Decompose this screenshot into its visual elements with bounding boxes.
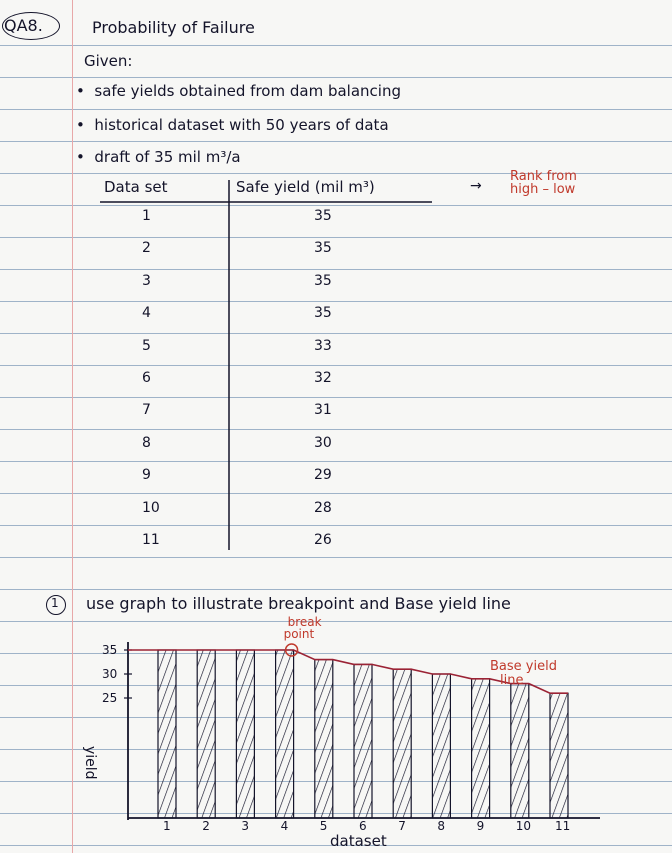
table-cell-safe-yield: 29 — [314, 467, 332, 484]
x-tick-label: 8 — [437, 819, 446, 833]
table-cell-safe-yield: 31 — [314, 402, 332, 419]
instruction-text: use graph to illustrate breakpoint and Base yield line — [86, 594, 511, 613]
table-cell-safe-yield: 26 — [314, 532, 332, 548]
table-header-safe-yield: Safe yield (mil m³) — [236, 178, 375, 196]
given-label: Given: — [84, 52, 133, 70]
bar-dataset-2 — [197, 650, 215, 818]
x-tick-label: 1 — [163, 819, 171, 833]
instruction-number: 1 — [51, 596, 59, 610]
page-title: Probability of Failure — [92, 18, 255, 37]
table-cell-dataset: 9 — [142, 467, 151, 484]
rank-note-line: Rank from — [510, 169, 577, 184]
x-tick-label: 2 — [202, 819, 210, 833]
y-tick-label: 35 — [102, 643, 118, 657]
table-cell-dataset: 1 — [142, 208, 151, 224]
bullet-item: • historical dataset with 50 years of data — [76, 116, 389, 134]
bullet-text: draft of 35 mil m³/a — [94, 148, 241, 166]
x-tick-label: 11 — [555, 819, 571, 833]
bar-dataset-7 — [393, 669, 411, 818]
table-cell-safe-yield: 32 — [314, 370, 332, 386]
x-axis-label: dataset — [330, 832, 387, 850]
break-point-label: point — [283, 627, 315, 641]
table-cell-safe-yield: 35 — [314, 305, 332, 322]
x-tick-label: 7 — [398, 819, 406, 833]
table-cell-dataset: 5 — [142, 337, 151, 354]
x-tick-label: 9 — [476, 819, 485, 833]
bar-dataset-1 — [158, 650, 176, 818]
bullet-item: • safe yields obtained from dam balancing — [76, 82, 401, 100]
bullet-text: historical dataset with 50 years of data — [94, 116, 389, 134]
bar-dataset-9 — [472, 679, 490, 818]
bar-dataset-8 — [432, 674, 450, 818]
table-cell-dataset: 7 — [142, 402, 151, 419]
question-label: QA8. — [4, 16, 43, 35]
bar-dataset-10 — [511, 684, 529, 818]
table-cell-safe-yield: 35 — [314, 240, 332, 257]
x-tick-label: 10 — [515, 819, 532, 833]
bullet-item: • draft of 35 mil m³/a — [76, 148, 241, 166]
base-yield-label: Base yield — [490, 659, 557, 674]
table-cell-dataset: 2 — [142, 240, 151, 257]
table-cell-safe-yield: 35 — [314, 272, 332, 289]
base-yield-label: line — [500, 673, 524, 688]
table-cell-dataset: 6 — [142, 370, 151, 386]
arrow-icon: → — [470, 178, 482, 194]
break-point-label: break — [287, 615, 322, 629]
x-tick-label: 6 — [359, 819, 367, 833]
bar-dataset-4 — [276, 650, 294, 818]
table-cell-dataset: 4 — [142, 305, 151, 322]
table-cell-safe-yield: 35 — [314, 208, 332, 224]
table-cell-safe-yield: 33 — [314, 337, 332, 354]
table-cell-dataset: 3 — [142, 272, 151, 289]
x-tick-label: 4 — [280, 819, 289, 833]
bar-dataset-3 — [236, 650, 254, 818]
table-cell-dataset: 10 — [142, 499, 160, 516]
bar-dataset-5 — [315, 660, 333, 818]
bar-dataset-11 — [550, 693, 568, 818]
y-axis-label: yield — [82, 746, 98, 780]
table-cell-safe-yield: 28 — [314, 499, 332, 516]
x-tick-label: 3 — [241, 819, 250, 833]
table-cell-dataset: 11 — [142, 532, 160, 548]
y-tick-label: 30 — [102, 667, 118, 681]
y-tick-label: 25 — [102, 691, 118, 705]
x-tick-label: 5 — [319, 819, 328, 833]
rank-note-line: high – low — [510, 182, 576, 197]
table-cell-safe-yield: 30 — [314, 434, 332, 451]
bar-dataset-6 — [354, 664, 372, 818]
table-cell-dataset: 8 — [142, 434, 151, 451]
bullet-text: safe yields obtained from dam balancing — [94, 82, 401, 100]
table-header-dataset: Data set — [104, 178, 168, 196]
